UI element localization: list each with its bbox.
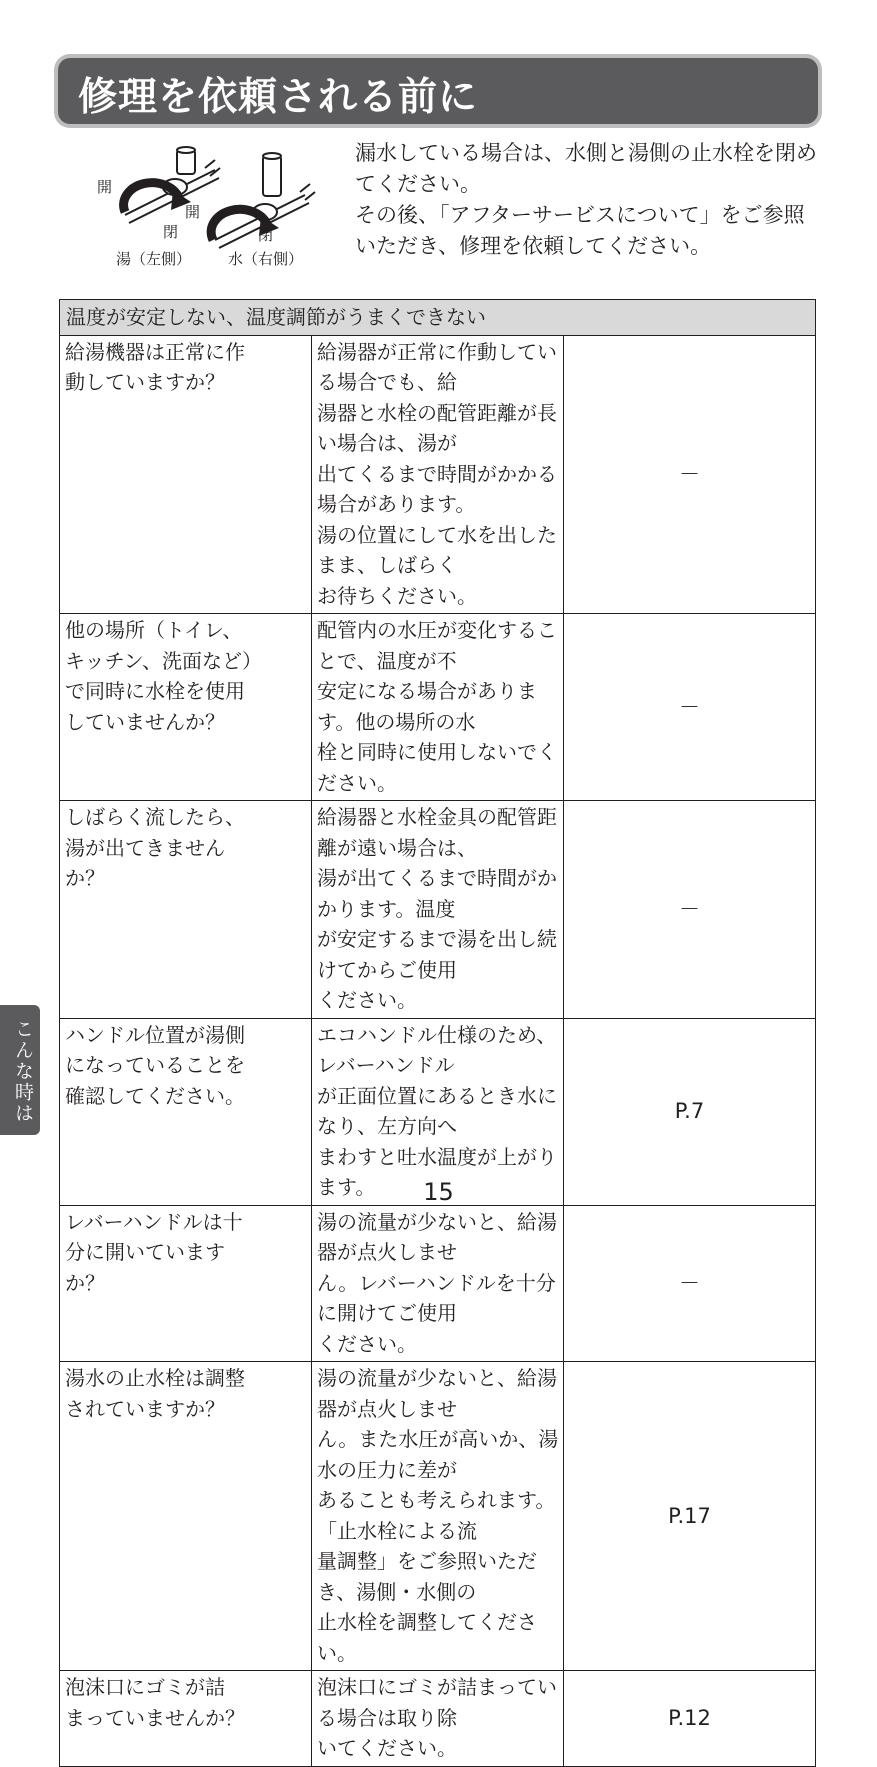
section-side-tab-label: こんな時は (12, 1019, 34, 1124)
action-cell: 湯の流量が少ないと、給湯器が点火しませ ん。レバーハンドルを十分に開けてご使用 ください。 (312, 1205, 564, 1362)
page-title-banner (58, 58, 818, 124)
cold-valve-caption: 水（右側） (228, 250, 304, 268)
table-header-row (60, 300, 816, 336)
reference-cell: － (564, 614, 816, 801)
reference-cell: P.7 (564, 1018, 816, 1205)
check-cell: 泡沫口にゴミが詰 まっていませんか？ (60, 1671, 312, 1767)
hot-open-label: 開 (97, 178, 113, 196)
section-side-tab (0, 1005, 40, 1135)
check-cell: ハンドル位置が湯側 になっていることを 確認してください。 (60, 1018, 312, 1205)
table-row (60, 335, 816, 614)
check-cell: レバーハンドルは十 分に開いています か？ (60, 1205, 312, 1362)
action-cell: 配管内の水圧が変化することで、温度が不 安定になる場合があります。他の場所の水 栓と同時に使用しないでください。 (312, 614, 564, 801)
troubleshooting-table (59, 299, 816, 1767)
reference-cell: － (564, 1205, 816, 1362)
check-cell: しばらく流したら、 湯が出てきません か？ (60, 801, 312, 1019)
rotation-arrow-icon (124, 183, 279, 240)
reference-cell: － (564, 801, 816, 1019)
check-cell: 給湯機器は正常に作 動していますか？ (60, 335, 312, 614)
action-cell: 泡沫口にゴミが詰まっている場合は取り除 いてください。 (312, 1671, 564, 1767)
reference-cell: P.17 (564, 1362, 816, 1671)
reference-cell: P.12 (564, 1671, 816, 1767)
intro-paragraph (355, 138, 825, 262)
page-title: 修理を依頼される前に (78, 75, 479, 120)
hot-valve-caption: 湯（左側） (116, 250, 192, 268)
action-cell: 湯の流量が少ないと、給湯器が点火しませ ん。また水圧が高いか、湯水の圧力に差が あることも考えられます。「止水栓による流 量調整」をご参照いただき、湯側・水側の 止水栓を調整してください。 (312, 1362, 564, 1671)
table-row (60, 614, 816, 801)
table-row (60, 1671, 816, 1767)
page-number: 15 (423, 1178, 454, 1206)
intro-line-2: その後、「アフターサービスについて」をご参照いただき、修理を依頼してください。 (355, 203, 805, 258)
table-row (60, 1362, 816, 1671)
intro-line-1: 漏水している場合は、水側と湯側の止水栓を閉めてください。 (355, 141, 817, 196)
check-cell: 他の場所（トイレ、 キッチン、洗面など） で同時に水栓を使用 していませんか？ (60, 614, 312, 801)
table-row (60, 1205, 816, 1362)
hot-close-label: 閉 (163, 223, 179, 241)
action-cell: 給湯器が正常に作動している場合でも、給 湯器と水栓の配管距離が長い場合は、湯が 出てくるまで時間がかかる場合があります。 湯の位置にして水を出したまま、しばらく お待ちください。 (312, 335, 564, 614)
cold-close-label: 閉 (258, 226, 274, 244)
action-cell: 給湯器と水栓金具の配管距離が遠い場合は、 湯が出てくるまで時間がかかります。温度 が安定するまで湯を出し続けてからご使用 ください。 (312, 801, 564, 1019)
reference-cell: － (564, 335, 816, 614)
table-row (60, 801, 816, 1019)
table-header: 温度が安定しない、温度調節がうまくできない (60, 300, 816, 336)
cold-open-label: 開 (185, 203, 201, 221)
table-row (60, 1018, 816, 1205)
check-cell: 湯水の止水栓は調整 されていますか？ (60, 1362, 312, 1671)
action-cell: エコハンドル仕様のため、レバーハンドル が正面位置にあるとき水になり、左方向へ まわすと吐水温度が上がります。 (312, 1018, 564, 1205)
